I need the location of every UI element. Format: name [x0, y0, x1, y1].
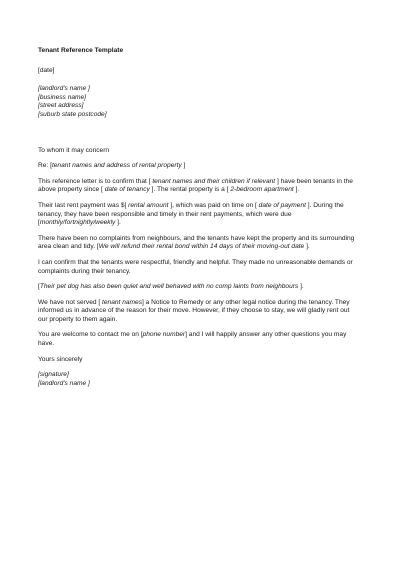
property-type-placeholder: 2-bedroom apartment [230, 186, 294, 194]
salutation: To whom it may concern [38, 146, 110, 154]
bond-refund-placeholder: We will refund their rental bond within 14 days of their moving-out date [98, 243, 305, 251]
paragraph-pet: [Their pet dog has also been quiet and well behaved with no comp laints from neighbours ]. [38, 283, 304, 291]
pet-placeholder: Their pet dog has also been quiet and well behaved with no comp laints from neighbours [39, 283, 299, 291]
payment-date-placeholder: date of payment [258, 201, 306, 209]
address-line-landlord: [landlord's name ] [38, 85, 90, 93]
tenancy-date-placeholder: date of tenancy [104, 186, 150, 194]
tenant-names-placeholder-2: tenant names [102, 298, 142, 306]
payment-frequency-placeholder: monthly/fortnightly/weekly [39, 219, 116, 227]
re-property-placeholder: tenant names and address of rental property [51, 162, 182, 170]
document-title: Tenant Reference Template [38, 47, 124, 54]
paragraph-rent-payment: Their last rent payment was $[ rental amount ], which was paid on time on [ date of payment ]. During the tenancy, they have been responsible and timely in their rent payments, which were due [monthly/fortnightly/weekly ]. [38, 201, 344, 227]
phone-number-placeholder: phone number [142, 331, 186, 339]
date-field [38, 67, 360, 76]
recipient-address-block [38, 85, 360, 119]
address-line-street: [street address] [38, 102, 84, 110]
paragraph-neighbours: There have been no complaints from neighbours, and the tenants have kept the property and its surrounding area clean and tidy. [We will refund their rental bond within 14 days of their moving-out date ]. [38, 234, 355, 251]
tenant-names-placeholder: tenant names and their children if relevant [152, 177, 276, 185]
paragraph-confirmation: This reference letter is to confirm that [ tenant names and their children if relevant ] have been tenants in the above property since [ date of tenancy ]. The rental property is a [ 2-bedroom apartment ]. [38, 177, 353, 194]
date-placeholder: [date] [38, 66, 55, 74]
paragraph-contact: You are welcome to contact me on [phone number] and I will happily answer any other questions you may have. [38, 331, 347, 348]
re-line: Re: [tenant names and address of rental property ] [38, 162, 186, 170]
paragraph-notices: We have not served [ tenant names] a Notice to Remedy or any other legal notice during the tenancy. They informed us in advance of the reason for their move. However, if they choose to stay, we will gladly rent out our property to them again. [38, 298, 350, 323]
letter-body [38, 47, 360, 388]
signature-placeholder: [signature] [38, 371, 69, 379]
closing: Yours sincerely [38, 355, 83, 363]
address-line-suburb: [suburb state postcode] [38, 110, 107, 118]
paragraph-conduct: I can confirm that the tenants were respectful, friendly and helpful. They made no unreasonable demands or complaints during their tenancy. [38, 258, 353, 275]
rental-amount-placeholder: rental amount [128, 201, 169, 209]
address-line-business: [business name] [38, 93, 87, 101]
signer-name-placeholder: [landlord's name ] [38, 379, 90, 387]
